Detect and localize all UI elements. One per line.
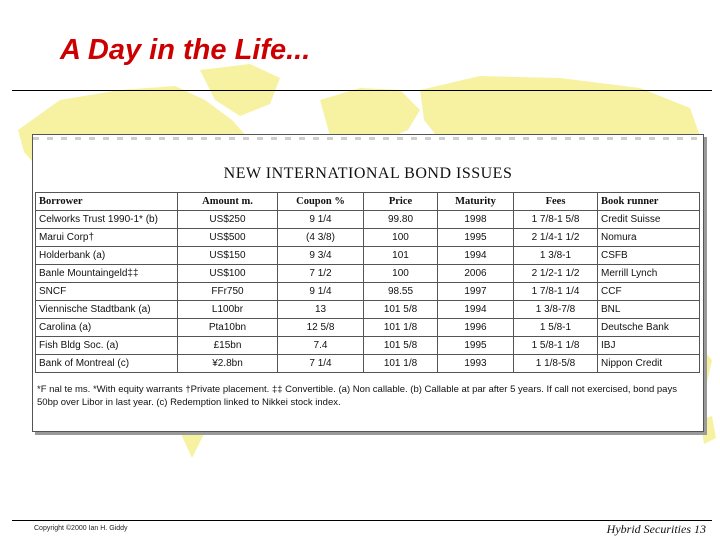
amount-cell: US$500 <box>178 229 278 247</box>
coupon-cell: 7.4 <box>278 337 364 355</box>
price-cell: 100 <box>364 265 438 283</box>
fees-cell: 1 7/8-1 1/4 <box>514 283 598 301</box>
coupon-cell: 12 5/8 <box>278 319 364 337</box>
table-row <box>36 211 700 229</box>
column-header-fees: Fees <box>514 193 598 211</box>
column-header-maturity: Maturity <box>438 193 514 211</box>
newspaper-clipping <box>32 134 704 432</box>
borrower-cell: Carolina (a) <box>36 319 178 337</box>
fees-cell: 1 3/8-1 <box>514 247 598 265</box>
amount-cell: Pta10bn <box>178 319 278 337</box>
coupon-cell: 13 <box>278 301 364 319</box>
amount-cell: L100br <box>178 301 278 319</box>
coupon-cell: 9 1/4 <box>278 211 364 229</box>
amount-cell: ¥2.8bn <box>178 355 278 373</box>
table-row <box>36 337 700 355</box>
slide-title: A Day in the Life... <box>60 34 311 66</box>
table-row <box>36 229 700 247</box>
maturity-cell: 1995 <box>438 337 514 355</box>
borrower-cell: Bank of Montreal (c) <box>36 355 178 373</box>
book-runner-cell: Deutsche Bank <box>598 319 700 337</box>
maturity-cell: 1997 <box>438 283 514 301</box>
column-header-price: Price <box>364 193 438 211</box>
column-header-borrower: Borrower <box>36 193 178 211</box>
book-runner-cell: Merrill Lynch <box>598 265 700 283</box>
price-cell: 98.55 <box>364 283 438 301</box>
price-cell: 101 <box>364 247 438 265</box>
amount-cell: US$100 <box>178 265 278 283</box>
maturity-cell: 1996 <box>438 319 514 337</box>
maturity-cell: 1994 <box>438 301 514 319</box>
price-cell: 101 1/8 <box>364 319 438 337</box>
amount-cell: US$250 <box>178 211 278 229</box>
table-header-row <box>36 193 700 211</box>
borrower-cell: Viennische Stadtbank (a) <box>36 301 178 319</box>
coupon-cell: (4 3/8) <box>278 229 364 247</box>
price-cell: 101 5/8 <box>364 337 438 355</box>
fees-cell: 1 5/8-1 <box>514 319 598 337</box>
price-cell: 100 <box>364 229 438 247</box>
fees-cell: 2 1/4-1 1/2 <box>514 229 598 247</box>
fees-cell: 1 7/8-1 5/8 <box>514 211 598 229</box>
column-header-book-runner: Book runner <box>598 193 700 211</box>
coupon-cell: 7 1/2 <box>278 265 364 283</box>
borrower-cell: Fish Bldg Soc. (a) <box>36 337 178 355</box>
coupon-cell: 7 1/4 <box>278 355 364 373</box>
borrower-cell: SNCF <box>36 283 178 301</box>
column-header-coupon: Coupon % <box>278 193 364 211</box>
column-header-amount: Amount m. <box>178 193 278 211</box>
clipping-headline: NEW INTERNATIONAL BOND ISSUES <box>223 165 513 182</box>
book-runner-cell: Nomura <box>598 229 700 247</box>
coupon-cell: 9 1/4 <box>278 283 364 301</box>
amount-cell: FFr750 <box>178 283 278 301</box>
copyright-notice: Copyright ©2000 Ian H. Giddy <box>34 525 128 532</box>
book-runner-cell: Credit Suisse <box>598 211 700 229</box>
coupon-cell: 9 3/4 <box>278 247 364 265</box>
fees-cell: 2 1/2-1 1/2 <box>514 265 598 283</box>
price-cell: 101 5/8 <box>364 301 438 319</box>
bond-issues-table <box>35 192 700 373</box>
table-row <box>36 283 700 301</box>
maturity-cell: 2006 <box>438 265 514 283</box>
table-row <box>36 355 700 373</box>
title-rule <box>12 90 712 91</box>
maturity-cell: 1994 <box>438 247 514 265</box>
fees-cell: 1 5/8-1 1/8 <box>514 337 598 355</box>
amount-cell: US$150 <box>178 247 278 265</box>
price-cell: 99.80 <box>364 211 438 229</box>
table-row <box>36 301 700 319</box>
borrower-cell: Marui Corp† <box>36 229 178 247</box>
table-row <box>36 319 700 337</box>
clipping-edge-scratch <box>33 137 703 140</box>
table-row <box>36 247 700 265</box>
table-footnotes: *F nal te ms. *With equity warrants †Private placement. ‡‡ Convertible. (a) Non callable. (b) Callable at par after 5 years. If call not exercised, bond pays 50bp over Libor in last year. (c) Redemption linked to Nikkei stock index. <box>37 384 677 408</box>
table-row <box>36 265 700 283</box>
borrower-cell: Banle Mountaingeld‡‡ <box>36 265 178 283</box>
fees-cell: 1 3/8-7/8 <box>514 301 598 319</box>
price-cell: 101 1/8 <box>364 355 438 373</box>
maturity-cell: 1998 <box>438 211 514 229</box>
book-runner-cell: Nippon Credit <box>598 355 700 373</box>
slide-footer-label: Hybrid Securities 13 <box>606 522 706 536</box>
maturity-cell: 1993 <box>438 355 514 373</box>
maturity-cell: 1995 <box>438 229 514 247</box>
borrower-cell: Celworks Trust 1990-1* (b) <box>36 211 178 229</box>
amount-cell: £15bn <box>178 337 278 355</box>
book-runner-cell: CCF <box>598 283 700 301</box>
book-runner-cell: CSFB <box>598 247 700 265</box>
borrower-cell: Holderbank (a) <box>36 247 178 265</box>
book-runner-cell: IBJ <box>598 337 700 355</box>
fees-cell: 1 1/8-5/8 <box>514 355 598 373</box>
book-runner-cell: BNL <box>598 301 700 319</box>
footer-rule <box>12 520 712 521</box>
